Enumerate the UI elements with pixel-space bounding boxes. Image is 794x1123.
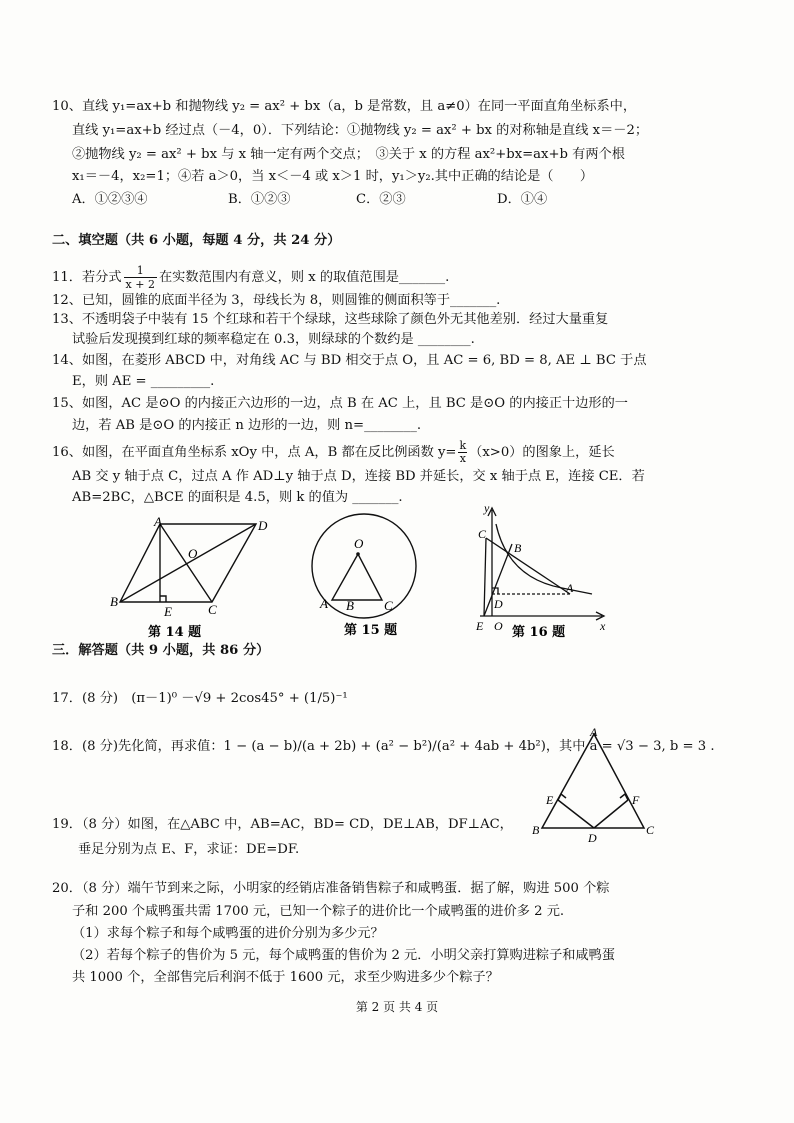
q20-line-3: （1）求每个粽子和每个咸鸭蛋的进价分别为多少元？ [72,926,384,941]
fig16-label-b: B [514,541,522,555]
fig16-label-c: C [478,527,487,541]
fig16-label-a: A [566,581,574,595]
fig14-label-e: E [164,604,172,619]
q11-numerator: 1 [124,264,157,278]
fig19-label-e: E [546,793,554,807]
fig15-caption: 第 15 题 [344,623,398,638]
figure-19 [528,726,668,848]
q10-option-a: A．①②③④ [72,192,148,207]
q17: 17．(8 分) (π－1)⁰ －√9 + 2cos45° + (1/5)⁻¹ [52,691,348,706]
q16-line-2: AB 交 y 轴于点 C，过点 A 作 AD⊥y 轴于点 D，连接 BD 并延长，交 x 轴于点 E，连接 CE．若 [72,469,645,484]
page-footer: 第 2 页 共 4 页 [355,1000,439,1014]
fig14-label-o: O [188,546,198,561]
fig15-label-b: B [346,598,354,613]
q10-line-2: 直线 y₁=ax+b 经过点（－4，0）．下列结论：①抛物线 y₂ = ax² + bx 的对称轴是直线 x＝－2； [72,123,649,138]
fig14-caption: 第 14 题 [148,625,202,640]
fig15-label-o: O [354,536,364,551]
q20-line-2: 子和 200 个咸鸭蛋共需 1700 元，已知一个粽子的进价比一个咸鸭蛋的进价多 2 元. [72,904,565,919]
fig14-label-a: A [154,514,162,529]
q15-line-1: 15、如图，AC 是⊙O 的内接正六边形的一边，点 B 在 AC 上，且 BC 是⊙O 的内接正十边形的一 [52,396,628,411]
q16-fraction [458,440,467,465]
fig14-label-b: B [110,594,118,609]
fig19-label-b: B [532,823,540,837]
q16-denominator: x [459,452,466,465]
q14-line-1: 14、如图，在菱形 ABCD 中，对角线 AC 与 BD 相交于点 O，且 AC = 6, BD = 8, AE ⊥ BC 于点 [52,353,647,368]
q11-post: 在实数范围内有意义，则 x 的取值范围是_______. [158,270,450,285]
q10-line-1: 10、直线 y₁=ax+b 和抛物线 y₂ = ax² + bx（a，b 是常数，且 a≠0）在同一平面直角坐标系中， [52,99,637,114]
fig19-label-f: F [632,793,640,807]
q20-line-1: 20．（8 分）端午节到来之际，小明家的经销店准备销售粽子和咸鸭蛋．据了解，购进 500 个粽 [52,881,610,896]
q18: 18．(8 分)先化简，再求值：1 − (a − b)/(a + 2b) + (a² − b²)/(a² + 4ab + 4b²)，其中 a = √3 − 3, b = 3 . [52,739,715,754]
q15-line-2: 边，若 AB 是⊙O 的内接正 n 边形的一边，则 n=________. [72,418,422,433]
fig16-label-x: x [600,619,606,633]
q19-line-2: 垂足分别为点 E、F，求证：DE=DF. [78,842,300,857]
q20-line-5: 共 1000 个，全部售完后利润不低于 1600 元，求至少购进多少个粽子？ [72,970,499,985]
fig16-label-d: D [494,597,503,611]
q10-option-b: B．①②③ [228,192,291,207]
fig16-label-y: y [484,501,490,515]
fig16-label-e: E [476,619,484,633]
fig15-label-c: C [384,598,393,613]
q12: 12、已知，圆锥的底面半径为 3，母线长为 8，则圆锥的侧面积等于_______. [52,293,501,308]
fig15-label-a: A [320,596,328,611]
figure-15 [306,510,426,640]
fig19-label-c: C [646,823,655,837]
q10-line-4: x₁＝－4，x₂=1；④若 a＞0，当 x＜－4 或 x＞1 时，y₁＞y₂.其中正确的结论是（ ） [72,169,594,184]
fig16-caption: 第 16 题 [512,625,566,640]
q19-line-1: 19．（8 分）如图，在△ABC 中，AB=AC，BD= CD，DE⊥AB，DF⊥AC， [52,817,513,832]
fig19-label-d: D [588,831,597,845]
q11-denominator: x + 2 [125,278,155,291]
q16-post: （x>0）的图象上，延长 [469,445,615,460]
fig19-label-a: A [590,726,598,739]
q11 [52,264,449,291]
q11-pre: 11．若分式 [52,270,122,285]
fig14-label-c: C [208,602,217,617]
fig14-label-d: D [258,518,268,533]
figure-16 [462,500,612,640]
q16-numerator: k [459,439,467,452]
q10-line-3: ②抛物线 y₂ = ax² + bx 与 x 轴一定有两个交点； ③关于 x 的方程 ax²+bx=ax+b 有两个根 [72,147,625,162]
q14-line-2: E，则 AE = _________. [72,374,215,389]
q16-pre: 16、如图，在平面直角坐标系 xOy 中，点 A，B 都在反比例函数 y= [52,445,457,460]
section-2-heading: 二、填空题（共 6 小题，每题 4 分，共 24 分） [52,233,341,248]
q11-fraction [124,264,157,291]
q16-line-1 [52,440,615,465]
q16-line-3: AB=2BC，△BCE 的面积是 4.5，则 k 的值为 _______. [72,490,403,505]
q20-line-4: （2）若每个粽子的售价为 5 元，每个咸鸭蛋的售价为 2 元．小明父亲打算购进粽子和咸鸭蛋 [72,948,616,963]
fig16-label-o: O [494,619,503,633]
section-3-heading: 三．解答题（共 9 小题，共 86 分） [52,643,270,658]
q13-line-2: 试验后发现摸到红球的频率稳定在 0.3，则绿球的个数约是 ________. [72,332,475,347]
figure-14 [108,512,280,642]
q10-option-d: D．①④ [497,192,548,207]
q10-option-c: C．②③ [356,192,406,207]
q13-line-1: 13、不透明袋子中装有 15 个红球和若干个绿球，这些球除了颜色外无其他差别．经过大量重复 [52,312,609,327]
